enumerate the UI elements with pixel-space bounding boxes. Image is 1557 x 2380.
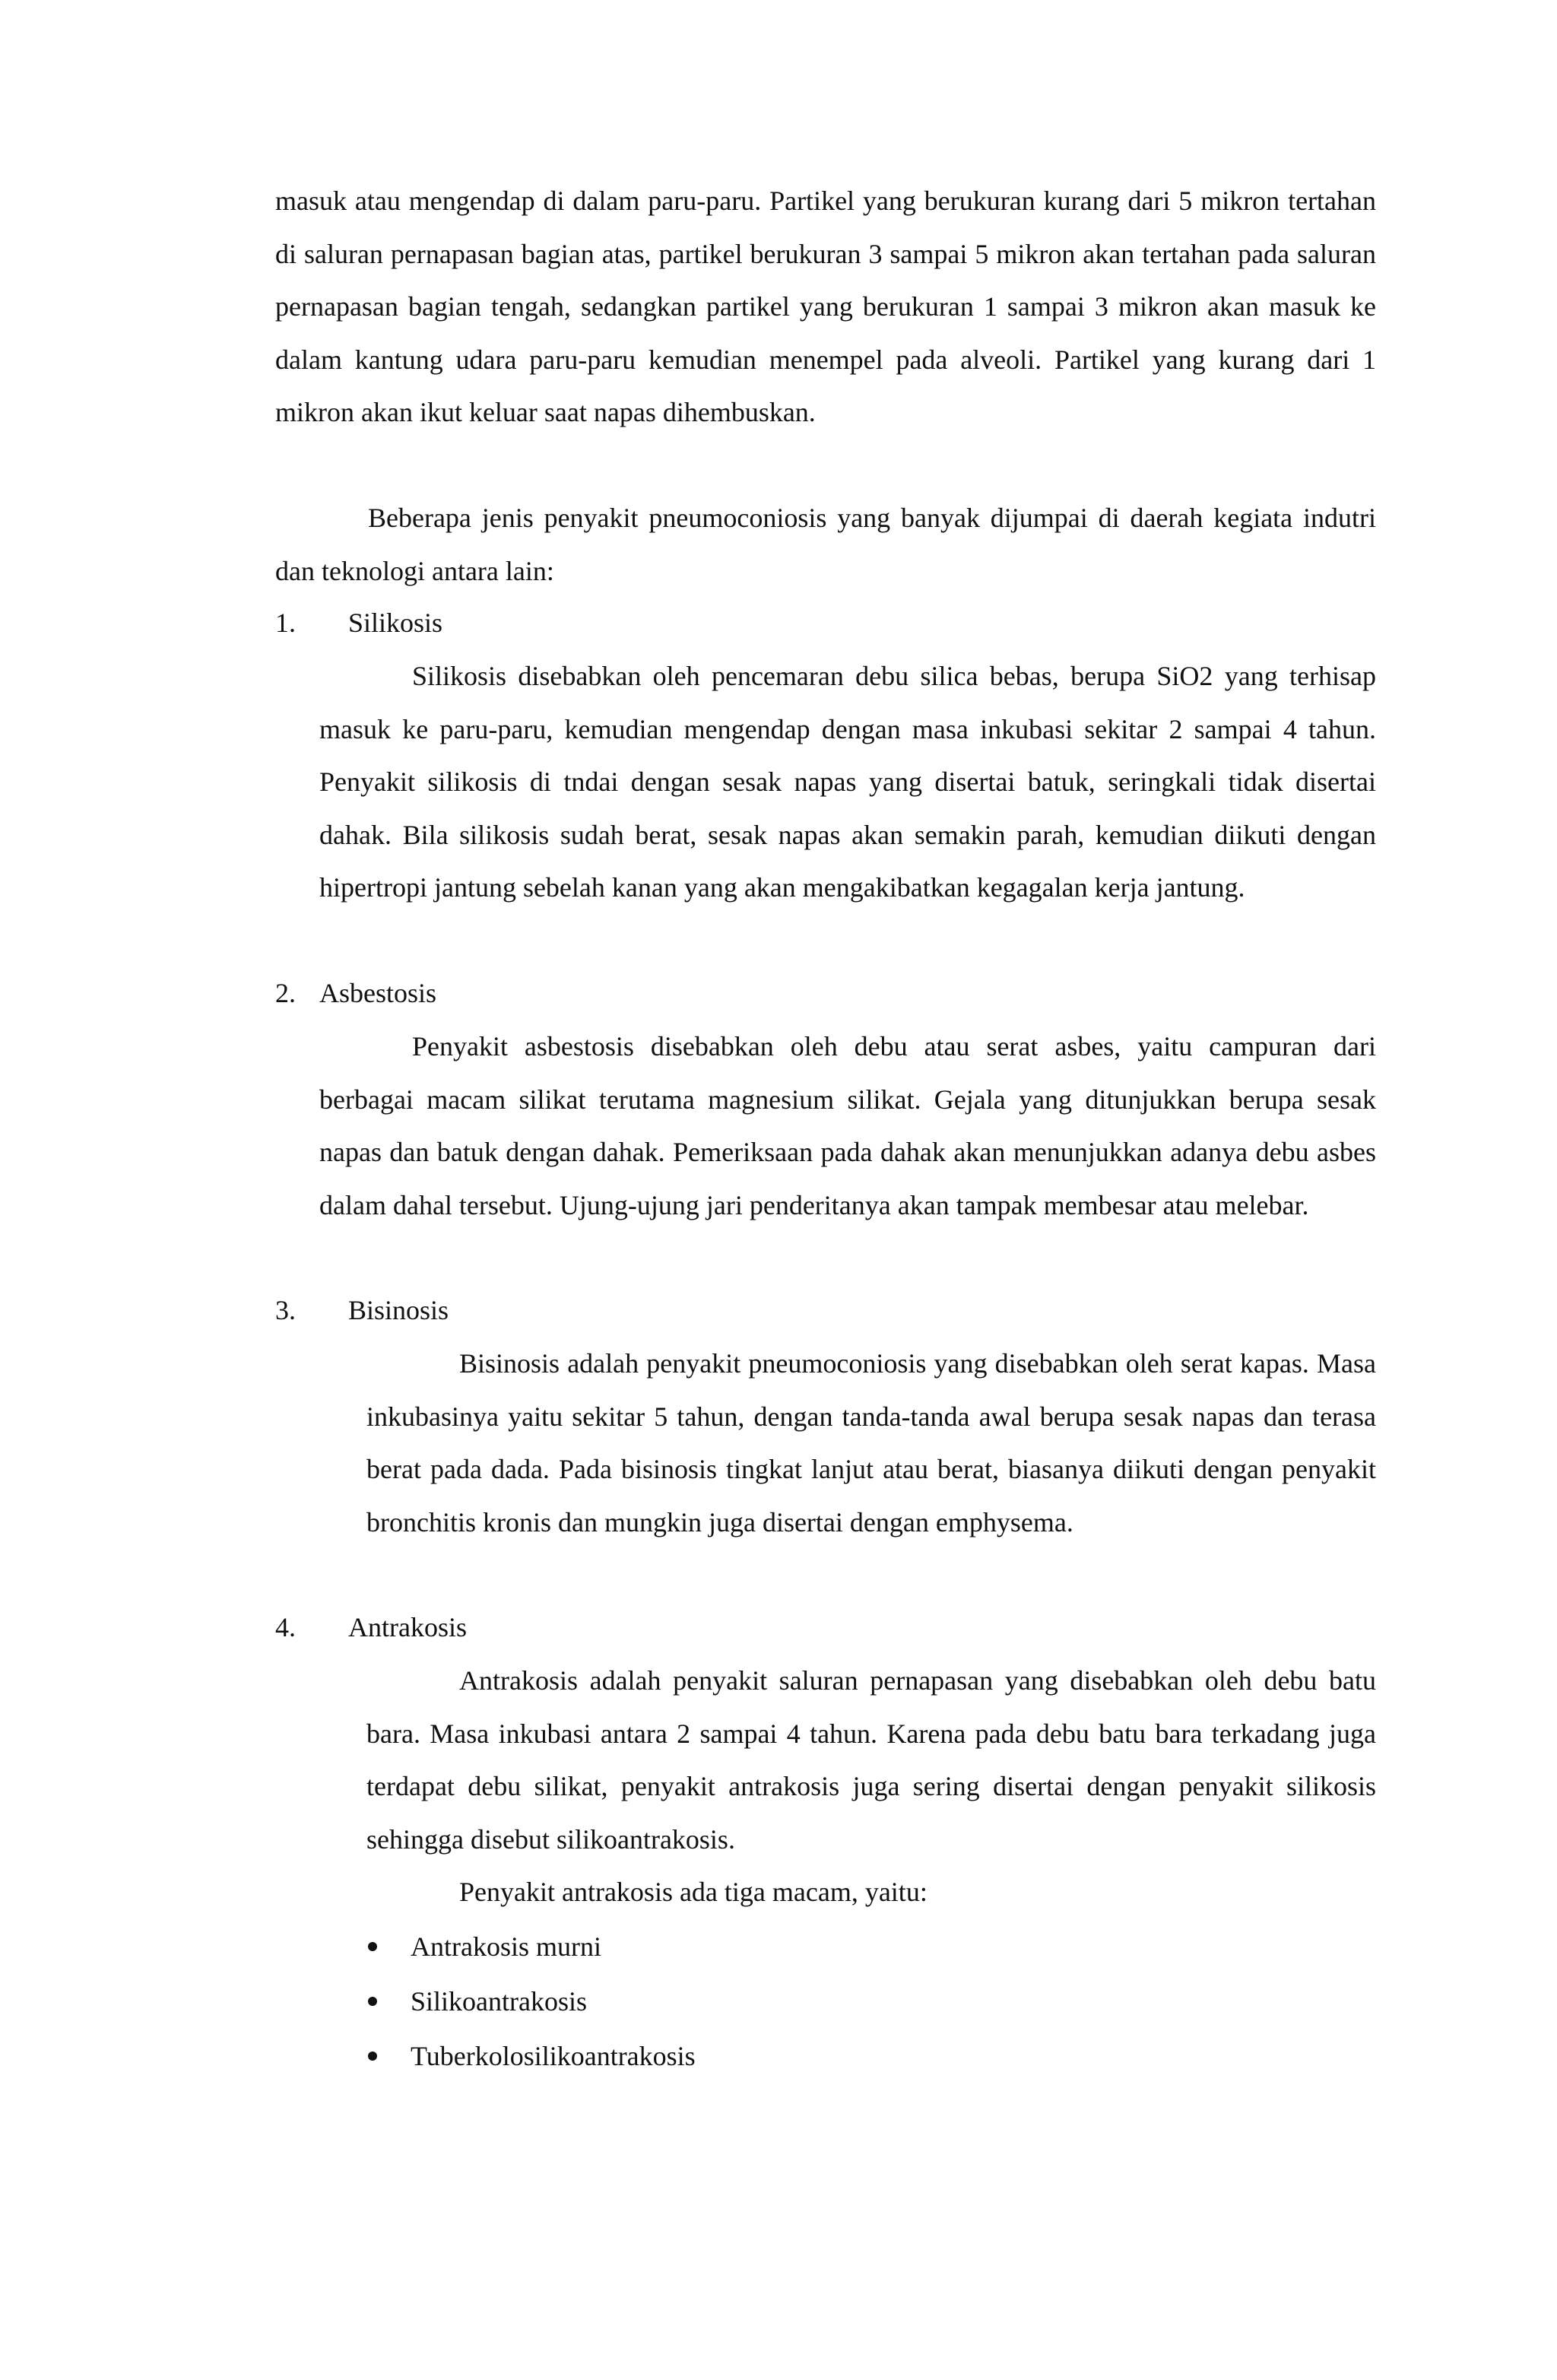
antrakosis-types-list — [362, 1919, 1350, 2083]
list-item-label: Antrakosis murni — [411, 1931, 601, 1962]
silikosis-paragraph: Silikosis disebabkan oleh pencemaran debu silica bebas, berupa SiO2 yang terhisap masuk ke paru-paru, kemudian mengendap dengan masa inkubasi sekitar 2 sampai 4 tahun. Penyakit silikosis di tndai dengan sesak napas yang disertai batuk, seringkali tidak disertai dahak. Bila silikosis sudah berat, sesak napas akan semakin parah, kemudian diikuti dengan hipertropi jantung sebelah kanan yang akan mengakibatkan kegagalan kerja jantung. — [319, 661, 1376, 903]
list-item-label: Silikoantrakosis — [411, 1986, 587, 2017]
list-number: 1. — [275, 608, 296, 638]
antrakosis-types-intro: Penyakit antrakosis ada tiga macam, yaitu: — [459, 1877, 928, 1907]
bullet-icon — [368, 1997, 377, 2006]
list-item-label: Tuberkolosilikoantrakosis — [411, 2041, 696, 2071]
list-title: Asbestosis — [319, 978, 437, 1008]
list-number: 3. — [275, 1295, 296, 1325]
antrakosis-paragraph: Antrakosis adalah penyakit saluran pernapasan yang disebabkan oleh debu batu bara. Masa inkubasi antara 2 sampai 4 tahun. Karena pada debu batu bara terkadang juga terdapat debu silikat, penyakit antrakosis juga sering disertai dengan penyakit silikosis sehingga disebut silikoantrakosis. — [366, 1665, 1376, 1855]
list-title: Bisinosis — [348, 1295, 449, 1325]
bullet-icon — [368, 2052, 377, 2061]
list-item — [362, 2029, 1350, 2083]
list-title: Silikosis — [348, 608, 443, 638]
intro-paragraph: masuk atau mengendap di dalam paru-paru. Partikel yang berukuran kurang dari 5 mikron tertahan di saluran pernapasan bagian atas, partikel berukuran 3 sampai 5 mikron akan tertahan pada saluran pernapasan bagian tengah, sedangkan partikel yang berukuran 1 sampai 3 mikron akan masuk ke dalam kantung udara paru-paru kemudian menempel pada alveoli. Partikel yang kurang dari 1 mikron akan ikut keluar saat napas dihembuskan. — [275, 186, 1376, 427]
list-number: 4. — [275, 1612, 296, 1642]
bisinosis-paragraph: Bisinosis adalah penyakit pneumoconiosis yang disebabkan oleh serat kapas. Masa inkubasinya yaitu sekitar 5 tahun, dengan tanda-tanda awal berupa sesak napas dan terasa berat pada dada. Pada bisinosis tingkat lanjut atau berat, biasanya diikuti dengan penyakit bronchitis kronis dan mungkin juga disertai dengan emphysema. — [366, 1348, 1376, 1537]
lead-paragraph: Beberapa jenis penyakit pneumoconiosis yang banyak dijumpai di daerah kegiata indutri dan teknologi antara lain: — [275, 503, 1376, 586]
list-item — [362, 1919, 1350, 1974]
bullet-icon — [368, 1942, 377, 1951]
asbestosis-paragraph: Penyakit asbestosis disebabkan oleh debu atau serat asbes, yaitu campuran dari berbagai macam silikat terutama magnesium silikat. Gejala yang ditunjukkan berupa sesak napas dan batuk dengan dahak. Pemeriksaan pada dahak akan menunjukkan adanya debu asbes dalam dahal tersebut. Ujung-ujung jari penderitanya akan tampak membesar atau melebar. — [319, 1031, 1376, 1220]
list-title: Antrakosis — [348, 1612, 467, 1642]
list-number: 2. — [275, 978, 296, 1008]
list-item — [362, 1974, 1350, 2029]
